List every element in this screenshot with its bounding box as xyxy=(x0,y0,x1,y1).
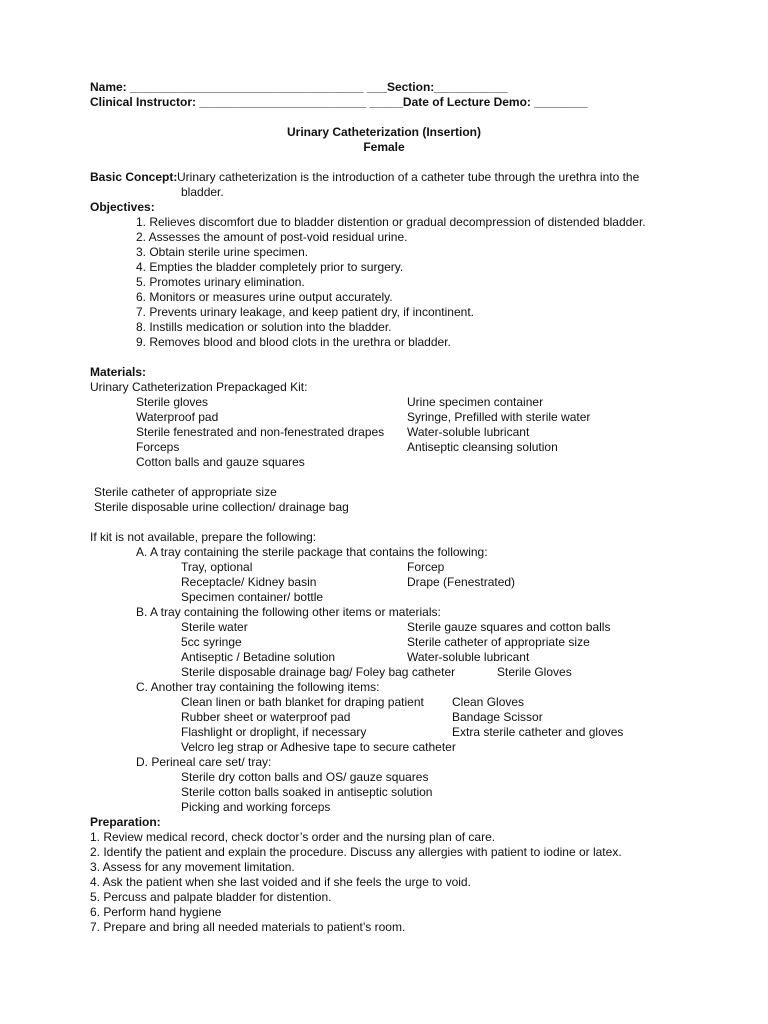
tray-item: Velcro leg strap or Adhesive tape to secure catheter xyxy=(181,740,456,754)
kit-item: Waterproof pad xyxy=(136,410,219,424)
preparation-item: 6. Perform hand hygiene xyxy=(90,905,222,919)
preparation-item: 1. Review medical record, check doctor’s order and the nursing plan of care. xyxy=(90,830,496,844)
objective-item: 3. Obtain sterile urine specimen. xyxy=(136,245,309,259)
objectives-label: Objectives: xyxy=(90,200,155,214)
preparation-label: Preparation: xyxy=(90,815,161,829)
name-section-line: Name: ___________________________________ ___Section:___________ xyxy=(90,80,508,94)
kit-item: Antiseptic cleansing solution xyxy=(407,440,558,454)
objective-item: 7. Prevents urinary leakage, and keep patient dry, if incontinent. xyxy=(136,305,474,319)
tray-item: Sterile catheter of appropriate size xyxy=(407,635,590,649)
document-subtitle: Female xyxy=(363,140,405,154)
extra-material: Sterile disposable urine collection/ drainage bag xyxy=(94,500,349,514)
tray-item: Flashlight or droplight, if necessary xyxy=(181,725,367,739)
tray-item: Sterile gauze squares and cotton balls xyxy=(407,620,611,634)
tray-item: Drape (Fenestrated) xyxy=(407,575,516,589)
basic-concept-label: Basic Concept: xyxy=(90,170,178,184)
tray-item: Sterile dry cotton balls and OS/ gauze squares xyxy=(181,770,429,784)
kit-item: Syringe, Prefilled with sterile water xyxy=(407,410,591,424)
preparation-item: 4. Ask the patient when she last voided and if she feels the urge to void. xyxy=(90,875,471,889)
kit-item: Water-soluble lubricant xyxy=(407,425,530,439)
tray-item: Antiseptic / Betadine solution xyxy=(181,650,336,664)
preparation-item: 7. Prepare and bring all needed materials to patient’s room. xyxy=(90,920,406,934)
kit-item: Sterile fenestrated and non-fenestrated drapes xyxy=(136,425,385,439)
tray-c-label: C. Another tray containing the following items: xyxy=(136,680,380,694)
preparation-item: 3. Assess for any movement limitation. xyxy=(90,860,295,874)
tray-item: Picking and working forceps xyxy=(181,800,331,814)
tray-item: Sterile water xyxy=(181,620,248,634)
tray-item: Clean linen or bath blanket for draping patient xyxy=(181,695,424,709)
objective-item: 8. Instills medication or solution into the bladder. xyxy=(136,320,392,334)
tray-item: Sterile disposable drainage bag/ Foley bag catheter xyxy=(181,665,456,679)
extra-material: Sterile catheter of appropriate size xyxy=(94,485,277,499)
tray-item: Bandage Scissor xyxy=(452,710,543,724)
tray-item: Sterile cotton balls soaked in antiseptic solution xyxy=(181,785,433,799)
tray-item: Water-soluble lubricant xyxy=(407,650,530,664)
preparation-item: 5. Percuss and palpate bladder for distention. xyxy=(90,890,332,904)
objective-item: 6. Monitors or measures urine output accurately. xyxy=(136,290,393,304)
tray-item: Sterile Gloves xyxy=(497,665,572,679)
kit-label: Urinary Catheterization Prepackaged Kit: xyxy=(90,380,308,394)
tray-b-label: B. A tray containing the following other items or materials: xyxy=(136,605,441,619)
objective-item: 1. Relieves discomfort due to bladder distention or gradual decompression of distended bladder. xyxy=(136,215,646,229)
if-kit-not-available: If kit is not available, prepare the following: xyxy=(90,530,317,544)
tray-d-label: D. Perineal care set/ tray: xyxy=(136,755,272,769)
basic-concept-text: Urinary catheterization is the introduction of a catheter tube through the urethra into the xyxy=(177,170,640,184)
objective-item: 2. Assesses the amount of post-void residual urine. xyxy=(136,230,408,244)
objective-item: 9. Removes blood and blood clots in the urethra or bladder. xyxy=(136,335,451,349)
objective-item: 4. Empties the bladder completely prior to surgery. xyxy=(136,260,404,274)
basic-concept-text-cont: bladder. xyxy=(181,185,224,199)
materials-label: Materials: xyxy=(90,365,147,379)
tray-item: Extra sterile catheter and gloves xyxy=(452,725,624,739)
document-title: Urinary Catheterization (Insertion) xyxy=(286,125,482,139)
tray-item: Tray, optional xyxy=(181,560,253,574)
kit-item: Sterile gloves xyxy=(136,395,209,409)
objective-item: 5. Promotes urinary elimination. xyxy=(136,275,305,289)
tray-item: 5cc syringe xyxy=(181,635,242,649)
kit-item: Urine specimen container xyxy=(407,395,544,409)
tray-a-label: A. A tray containing the sterile package that contains the following: xyxy=(136,545,488,559)
kit-item: Cotton balls and gauze squares xyxy=(136,455,305,469)
instructor-date-line: Clinical Instructor: _________________________ _____Date of Lecture Demo: ________ xyxy=(90,95,588,109)
tray-item: Specimen container/ bottle xyxy=(181,590,324,604)
tray-item: Receptacle/ Kidney basin xyxy=(181,575,317,589)
tray-item: Rubber sheet or waterproof pad xyxy=(181,710,351,724)
preparation-item: 2. Identify the patient and explain the procedure. Discuss any allergies with patient to iodine or latex. xyxy=(90,845,622,859)
kit-item: Forceps xyxy=(136,440,180,454)
tray-item: Forcep xyxy=(407,560,445,574)
tray-item: Clean Gloves xyxy=(452,695,525,709)
